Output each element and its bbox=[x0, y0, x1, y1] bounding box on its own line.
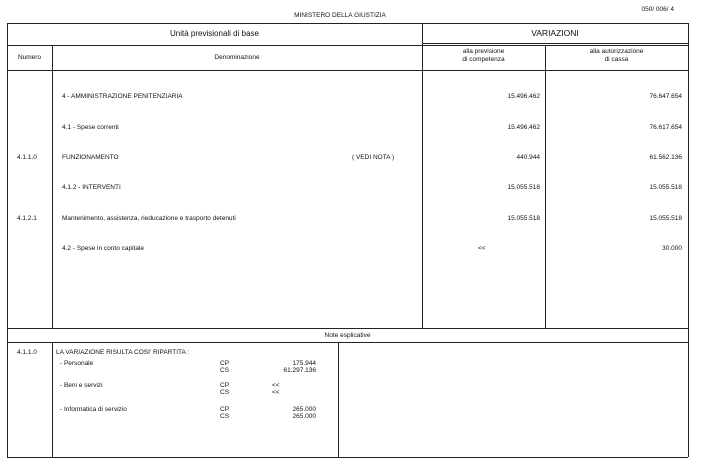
notes-title: Note esplicative bbox=[324, 332, 371, 339]
col-header-numero: Numero bbox=[17, 54, 42, 61]
note-item-label: - Personale bbox=[60, 360, 94, 367]
note-cs-value: 265.000 bbox=[292, 413, 316, 420]
row-competenza: 15.055.518 bbox=[507, 215, 540, 222]
row-denominazione: Mantenimento, assistenza, rieducazione e trasporto detenuti bbox=[62, 215, 236, 222]
col-header-competenza-2: di competenza bbox=[462, 56, 505, 63]
row-numero: 4.1.1.0 bbox=[17, 154, 37, 161]
row-denominazione: FUNZIONAMENTO bbox=[62, 154, 119, 161]
header-variazioni: VARIAZIONI bbox=[531, 28, 579, 38]
col-header-denominazione: Denominazione bbox=[214, 54, 260, 61]
note-item-label: - Informatica di servizio bbox=[60, 406, 127, 413]
col-header-competenza-1: alla previsione bbox=[462, 48, 505, 55]
row-competenza: 15.055.518 bbox=[507, 184, 540, 191]
row-denominazione: 4.1.2 - INTERVENTI bbox=[62, 184, 121, 191]
note-cp-label: CP bbox=[220, 360, 230, 367]
row-cassa: 30.000 bbox=[662, 245, 682, 252]
row-denominazione: 4.2 - Spese in conto capitale bbox=[62, 245, 145, 252]
note-cs-value: 61.297.136 bbox=[283, 367, 316, 374]
note-cs-label: CS bbox=[220, 389, 230, 396]
col-header-cassa-2: di cassa bbox=[604, 56, 629, 63]
row-cassa: 76.647.654 bbox=[649, 93, 682, 100]
row-competenza: 15.496.462 bbox=[507, 124, 540, 131]
row-competenza: 15.496.462 bbox=[507, 93, 540, 100]
row-nota: ( VEDI NOTA ) bbox=[352, 154, 395, 161]
note-cs-value: << bbox=[272, 389, 280, 396]
row-cassa: 15.055.518 bbox=[649, 184, 682, 191]
ministry-title: MINISTERO DELLA GIUSTIZIA bbox=[294, 12, 386, 19]
row-denominazione: 4.1 - Spese correnti bbox=[62, 124, 119, 131]
note-cp-value: << bbox=[272, 382, 280, 389]
notes-numero: 4.1.1.0 bbox=[17, 349, 37, 356]
note-cp-label: CP bbox=[220, 406, 230, 413]
row-denominazione: 4 - AMMINISTRAZIONE PENITENZIARIA bbox=[62, 93, 183, 100]
row-numero: 4.1.2.1 bbox=[17, 215, 37, 222]
col-header-cassa-1: alla autorizzazione bbox=[589, 48, 644, 55]
note-cp-value: 265.000 bbox=[292, 406, 316, 413]
note-cs-label: CS bbox=[220, 367, 230, 374]
row-competenza: 440.944 bbox=[516, 154, 540, 161]
row-cassa: 15.055.518 bbox=[649, 215, 682, 222]
row-competenza: << bbox=[478, 245, 486, 252]
note-cp-value: 175.944 bbox=[292, 360, 316, 367]
row-cassa: 76.617.654 bbox=[649, 124, 682, 131]
note-cs-label: CS bbox=[220, 413, 230, 420]
note-cp-label: CP bbox=[220, 382, 230, 389]
row-cassa: 61.562.136 bbox=[649, 154, 682, 161]
page-code: 050/ 006/ 4 bbox=[641, 6, 674, 13]
header-unita-previsionali: Unità previsionali di base bbox=[170, 29, 259, 38]
notes-heading: LA VARIAZIONE RISULTA COSI' RIPARTITA : bbox=[56, 349, 190, 356]
note-item-label: - Beni e servizi bbox=[60, 382, 103, 389]
